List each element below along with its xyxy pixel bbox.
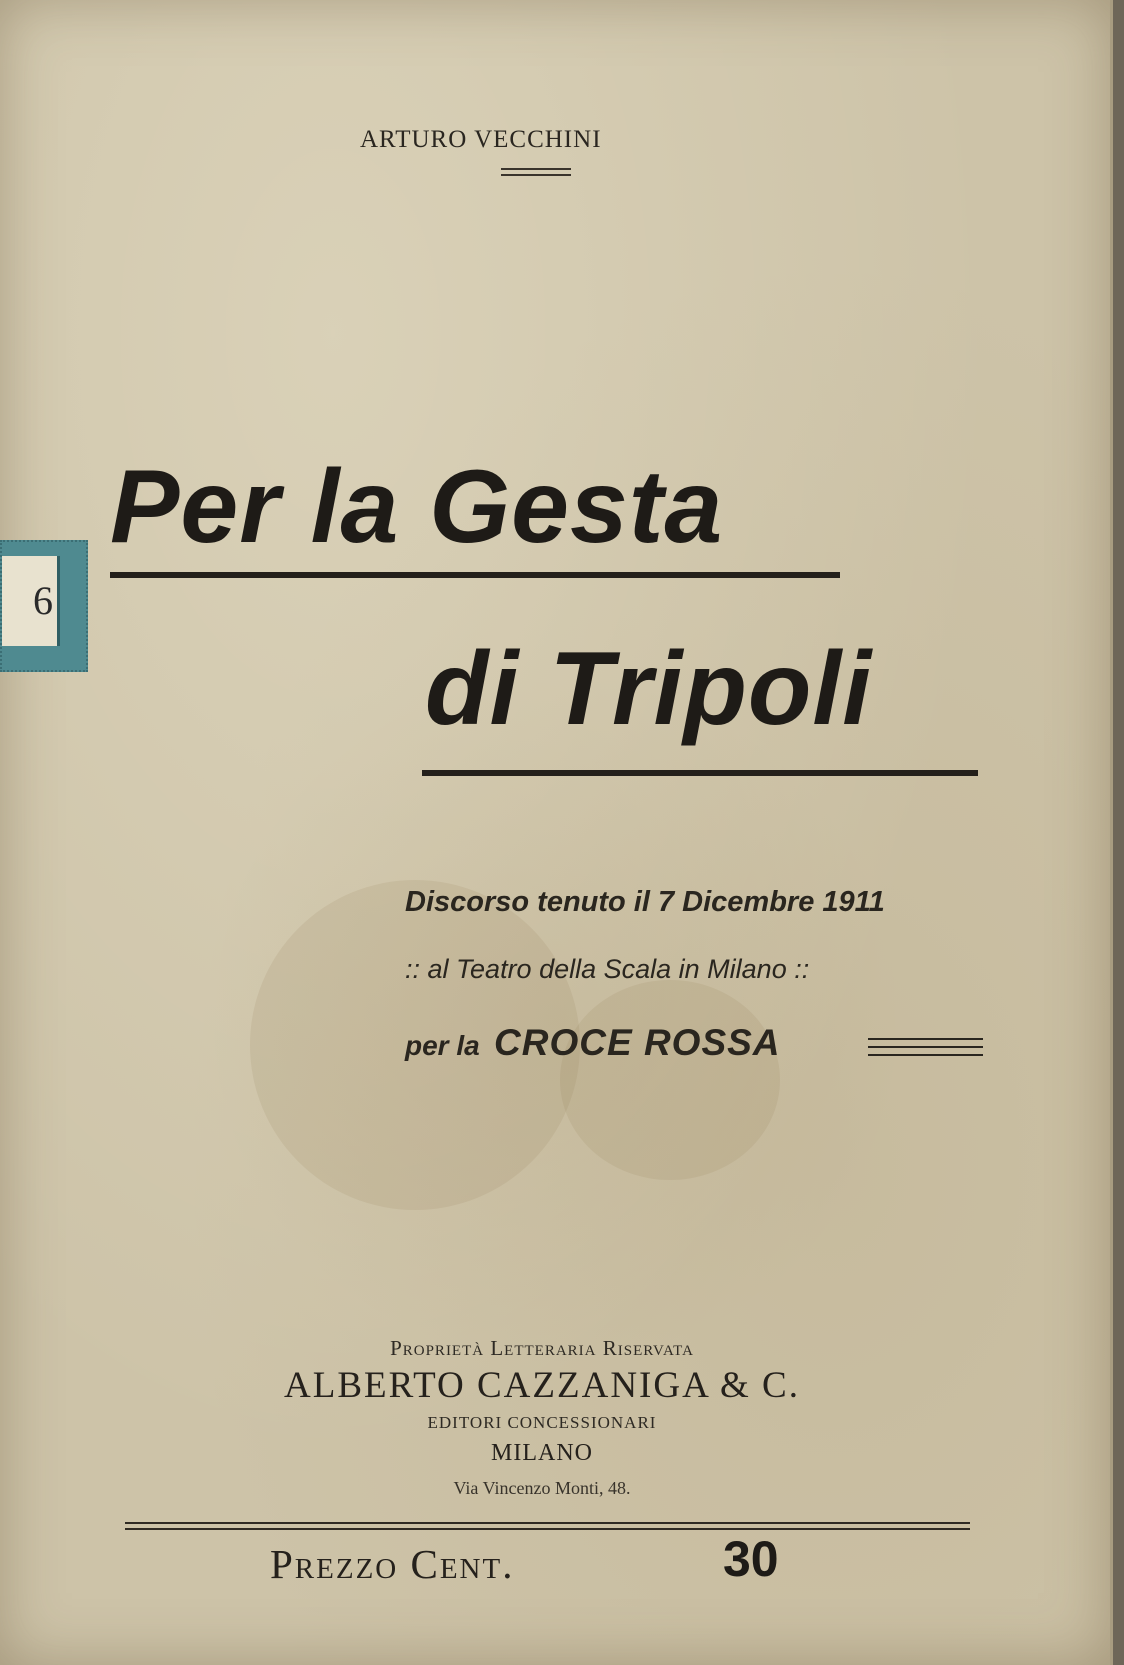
subtitle-rule (868, 1054, 983, 1056)
subtitle-line-2: :: al Teatro della Scala in Milano :: (405, 954, 810, 984)
author-rule (501, 168, 571, 170)
rights-note: Proprietà Letteraria Riservata (390, 1336, 694, 1360)
red-cross-name: CROCE ROSSA (494, 1022, 781, 1063)
subtitle-line-3 (405, 1022, 781, 1064)
subtitle-line-1: Discorso tenuto il 7 Dicembre 1911 (405, 886, 885, 918)
paper-stain (560, 980, 780, 1180)
publisher-address: Via Vincenzo Monti, 48. (453, 1478, 631, 1498)
price-value: 30 (723, 1531, 779, 1587)
title-rule-2 (422, 770, 978, 776)
subtitle-rule (868, 1046, 983, 1048)
subtitle-prefix: per la (405, 1030, 480, 1061)
publisher-role: EDITORI CONCESSIONARI (427, 1413, 657, 1432)
author-rule (501, 174, 571, 176)
title-line-2: di Tripoli (425, 631, 873, 747)
author-name: ARTURO VECCHINI (360, 126, 602, 153)
library-label-number: 6 (2, 556, 60, 646)
library-label-sticker (0, 540, 88, 672)
title-rule-1 (110, 572, 840, 578)
footer-rule (125, 1528, 970, 1530)
publisher-city: MILANO (491, 1440, 593, 1466)
price-label: Prezzo Cent. (270, 1541, 515, 1587)
subtitle-rule (868, 1038, 983, 1040)
title-line-1: Per la Gesta (110, 449, 724, 565)
footer-rule (125, 1522, 970, 1524)
publisher-name: ALBERTO CAZZANIGA & C. (284, 1365, 800, 1406)
